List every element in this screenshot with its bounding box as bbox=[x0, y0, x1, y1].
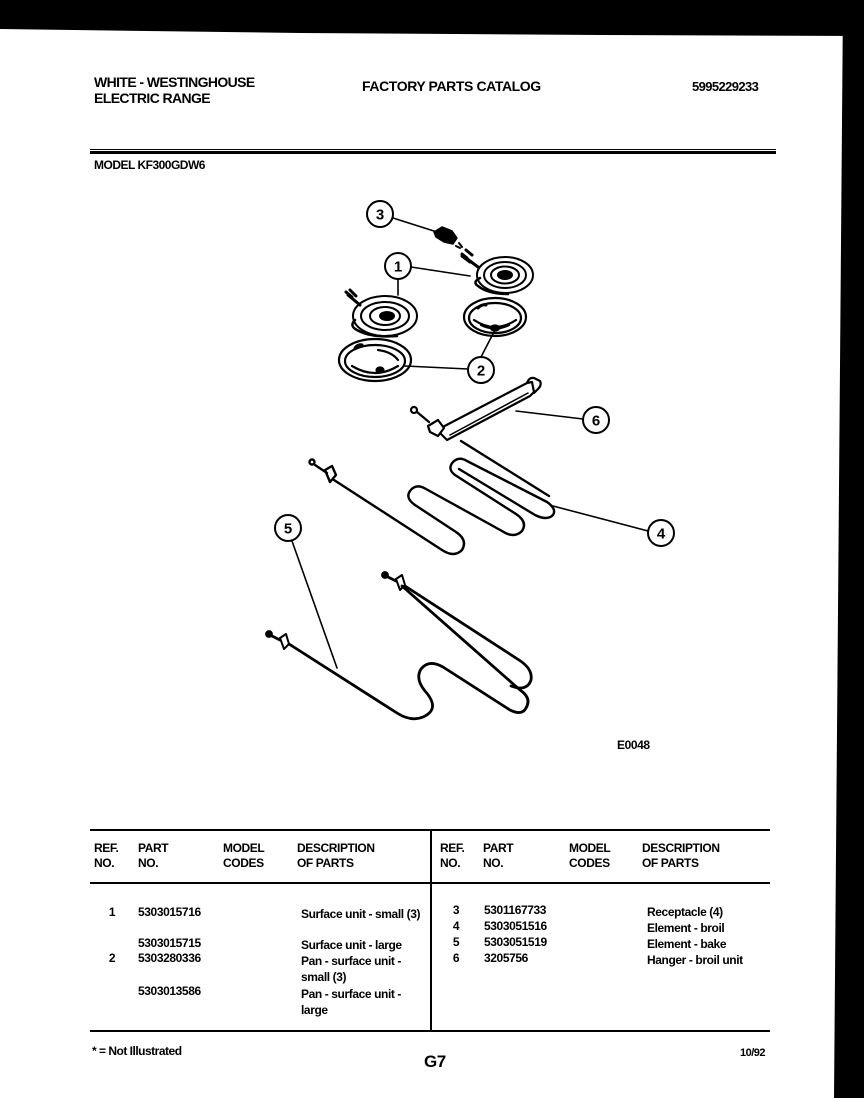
col-label: PART bbox=[483, 841, 514, 855]
col-label: REF. bbox=[94, 841, 119, 855]
col-label: DESCRIPTION bbox=[642, 841, 720, 855]
col-label: MODEL bbox=[223, 841, 265, 855]
part-no: 5303015716 bbox=[138, 905, 201, 919]
part-no: 5303015715 bbox=[138, 936, 201, 950]
callout-5 bbox=[275, 515, 301, 541]
svg-text:2: 2 bbox=[476, 362, 486, 380]
col-label: PART bbox=[138, 841, 169, 855]
col-ref-no bbox=[94, 841, 118, 871]
col-label: CODES bbox=[569, 856, 610, 870]
ref-no: 4 bbox=[452, 919, 460, 933]
leader-lines bbox=[292, 218, 648, 668]
col-label: CODES bbox=[223, 856, 264, 870]
broil-element-illustration bbox=[310, 441, 555, 554]
part-description: Surface unit - large bbox=[301, 938, 402, 952]
part-description: Element - broil bbox=[647, 921, 725, 935]
svg-text:3: 3 bbox=[375, 206, 385, 224]
receptacle-illustration bbox=[434, 227, 462, 248]
col-label: OF PARTS bbox=[297, 856, 354, 870]
col-description-right bbox=[642, 841, 720, 871]
part-description: Hanger - broil unit bbox=[647, 953, 743, 967]
svg-text:4: 4 bbox=[656, 525, 666, 543]
col-description bbox=[297, 841, 375, 871]
col-label: MODEL bbox=[569, 841, 611, 855]
not-illustrated-note: * = Not Illustrated bbox=[92, 1044, 182, 1058]
col-label: REF. bbox=[440, 841, 465, 855]
surface-unit-small-illustration bbox=[346, 290, 417, 336]
parts-table bbox=[90, 829, 770, 1032]
surface-unit-large-illustration bbox=[462, 250, 533, 294]
col-ref-no-right bbox=[440, 841, 464, 871]
ref-no: 5 bbox=[452, 935, 460, 949]
part-no: 5303051516 bbox=[484, 919, 547, 933]
col-label: NO. bbox=[138, 856, 159, 870]
page-number: G7 bbox=[424, 1052, 446, 1071]
svg-text:6: 6 bbox=[591, 412, 601, 430]
column-divider bbox=[430, 831, 432, 1030]
col-label: NO. bbox=[440, 856, 461, 870]
part-no: 5303280336 bbox=[138, 951, 201, 965]
part-no: 5303013586 bbox=[138, 984, 201, 998]
ref-no: 6 bbox=[452, 951, 460, 965]
col-model-codes-right bbox=[569, 841, 610, 871]
diagram-code: E0048 bbox=[617, 738, 650, 752]
callout-2 bbox=[468, 357, 494, 383]
ref-no: 2 bbox=[108, 951, 116, 965]
part-no: 3205756 bbox=[484, 951, 528, 965]
part-no: 5303051519 bbox=[484, 935, 547, 949]
pan-small-illustration bbox=[339, 339, 411, 381]
callout-6 bbox=[583, 407, 609, 433]
col-label: NO. bbox=[483, 856, 504, 870]
revision-date: 10/92 bbox=[740, 1047, 766, 1059]
col-part-no-right bbox=[483, 841, 513, 871]
svg-text:1: 1 bbox=[393, 258, 403, 276]
hanger-illustration bbox=[411, 378, 541, 440]
part-description: Element - bake bbox=[647, 937, 727, 951]
ref-no: 1 bbox=[108, 905, 116, 919]
part-description: Surface unit - small (3) bbox=[301, 907, 421, 921]
part-description: Pan - surface unit - small (3) bbox=[301, 954, 402, 984]
col-label: DESCRIPTION bbox=[297, 841, 375, 855]
col-label: NO. bbox=[94, 856, 115, 870]
col-part-no bbox=[138, 841, 168, 871]
part-description: Pan - surface unit - large bbox=[301, 987, 402, 1017]
model-label: MODEL KF300GDW6 bbox=[94, 158, 205, 172]
part-no: 5301167733 bbox=[484, 903, 547, 917]
brand-line-2: ELECTRIC RANGE bbox=[94, 90, 211, 106]
part-description: Receptacle (4) bbox=[647, 905, 723, 919]
col-model-codes bbox=[223, 841, 264, 871]
col-label: OF PARTS bbox=[642, 856, 699, 870]
callout-4 bbox=[648, 520, 674, 546]
brand-line-1: WHITE - WESTINGHOUSE bbox=[94, 74, 255, 90]
callout-3 bbox=[367, 201, 393, 227]
ref-no: 3 bbox=[452, 903, 460, 917]
catalog-number: 5995229233 bbox=[692, 79, 759, 94]
callout-1 bbox=[385, 253, 411, 279]
bake-element-illustration bbox=[267, 573, 532, 719]
svg-text:5: 5 bbox=[283, 520, 293, 538]
catalog-title: FACTORY PARTS CATALOG bbox=[362, 78, 541, 94]
